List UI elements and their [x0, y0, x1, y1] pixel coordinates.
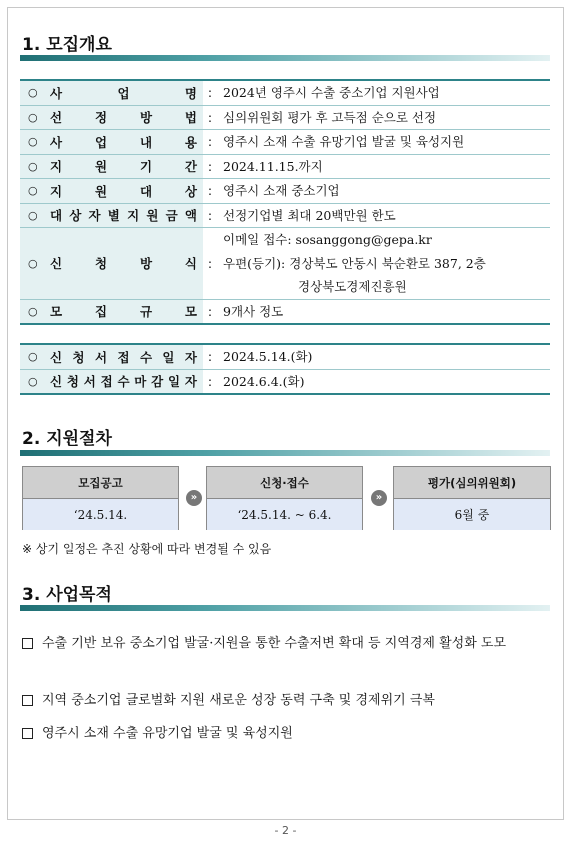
label-char: 상: [69, 208, 82, 224]
value-line: 심의위원회 평가 후 고득점 순으로 선정: [223, 109, 437, 125]
row-label: [20, 154, 203, 179]
colon: :: [207, 109, 213, 125]
label-char: 자: [88, 208, 101, 224]
label-text: [50, 157, 197, 175]
label-char: 방: [139, 110, 153, 126]
label-char: 기: [139, 159, 153, 175]
label-char: 원: [94, 183, 108, 199]
label-text: [50, 84, 197, 102]
label-char: 간: [184, 159, 197, 175]
procedure-flow: [22, 466, 551, 532]
label-text: [50, 348, 197, 366]
flow-step-application: [206, 466, 363, 530]
label-char: 신: [50, 256, 63, 272]
flow-step-date: ‘24.5.14. ~ 6.4.: [207, 499, 362, 530]
label-char: 금: [165, 208, 178, 224]
value-line: 2024.5.14.(화): [223, 349, 313, 364]
label-char: 모: [50, 304, 63, 320]
label-char: 마: [134, 374, 147, 390]
info-row: [20, 228, 550, 300]
label-char: 청: [94, 256, 108, 272]
label-char: 신: [50, 349, 63, 365]
info-row: [20, 179, 550, 204]
label-char: 액: [184, 208, 197, 224]
label-text: [50, 254, 197, 272]
label-char: 사: [50, 134, 63, 150]
section-title-purpose: 3. 사업목적: [22, 585, 112, 605]
label-text: [50, 206, 197, 224]
circle-bullet-icon: ○: [28, 374, 38, 388]
circle-bullet-icon: ○: [28, 208, 38, 222]
label-char: 용: [184, 134, 197, 150]
label-char: 지: [50, 159, 63, 175]
label-char: 집: [94, 304, 108, 320]
purpose-item: [22, 689, 552, 713]
colon: :: [207, 373, 213, 389]
row-label: [20, 203, 203, 228]
colon: :: [207, 349, 213, 365]
label-char: 선: [50, 110, 63, 126]
row-value: [217, 80, 550, 105]
label-char: 일: [162, 349, 175, 365]
row-value: [217, 203, 550, 228]
circle-bullet-icon: ○: [28, 135, 38, 149]
colon: :: [207, 255, 213, 271]
overview-table: [20, 79, 550, 325]
heading-rule: [20, 55, 550, 61]
row-label: [20, 228, 203, 300]
label-char: 서: [83, 374, 96, 390]
flow-step-evaluation: [393, 466, 551, 530]
label-char: 자: [184, 374, 197, 390]
circle-bullet-icon: ○: [28, 256, 38, 270]
row-label: [20, 179, 203, 204]
label-char: 사: [50, 85, 63, 101]
row-label: [20, 344, 203, 369]
flow-step-announcement: [22, 466, 179, 530]
purpose-text: 영주시 소재 수출 유망기업 발굴 및 육성지원: [42, 726, 293, 741]
label-char: 자: [184, 349, 197, 365]
double-chevron-right-icon: »: [186, 490, 202, 506]
label-char: 수: [117, 374, 130, 390]
label-char: 지: [50, 183, 63, 199]
row-value: [217, 344, 550, 369]
colon: :: [207, 158, 213, 174]
label-char: 내: [139, 134, 153, 150]
row-label: [20, 130, 203, 155]
label-text: [50, 133, 197, 151]
info-row: [20, 369, 550, 394]
label-text: [50, 108, 197, 126]
purpose-item: [22, 632, 552, 656]
label-char: 업: [94, 134, 108, 150]
flow-step-date: 6월 중: [394, 499, 550, 530]
label-char: 접: [117, 349, 130, 365]
label-char: 신: [50, 374, 63, 390]
label-char: 감: [151, 374, 164, 390]
label-text: [50, 302, 197, 320]
checkbox-icon: [22, 728, 33, 739]
row-label: [20, 105, 203, 130]
section-title-procedure: 2. 지원절차: [22, 429, 112, 449]
colon: :: [207, 85, 213, 101]
label-char: 지: [127, 208, 140, 224]
section-title-overview: 1. 모집개요: [22, 35, 112, 55]
flow-step-date: ‘24.5.14.: [23, 499, 178, 530]
dates-table: [20, 343, 550, 395]
purpose-text: 지역 중소기업 글로벌화 지원 새로운 성장 동력 구축 및 경제위기 극복: [42, 693, 435, 708]
row-value: [217, 154, 550, 179]
info-row: [20, 344, 550, 369]
info-row: [20, 203, 550, 228]
row-value: [217, 105, 550, 130]
label-char: 식: [184, 256, 197, 272]
info-row: [20, 105, 550, 130]
info-row: [20, 299, 550, 324]
label-char: 정: [94, 110, 108, 126]
row-value: [217, 130, 550, 155]
value-line: 경상북도경제진흥원: [298, 279, 407, 294]
checkbox-icon: [22, 695, 33, 706]
row-value: [217, 228, 550, 300]
label-char: 법: [184, 110, 197, 126]
label-char: 모: [184, 304, 197, 320]
circle-bullet-icon: ○: [28, 159, 38, 173]
purpose-text: 수출 기반 보유 중소기업 발굴·지원을 통한 수출저변 확대 등 지역경제 활성화 도모: [42, 636, 507, 651]
label-char: 명: [184, 85, 197, 101]
page-number: - 2 -: [274, 824, 297, 837]
label-char: 원: [146, 208, 159, 224]
value-line: 선정기업별 최대 20백만원 한도: [223, 207, 396, 223]
row-label: [20, 369, 203, 394]
info-row: [20, 154, 550, 179]
circle-bullet-icon: ○: [28, 350, 38, 364]
colon: :: [207, 207, 213, 223]
label-char: 업: [117, 85, 130, 101]
double-chevron-right-icon: »: [371, 490, 387, 506]
value-line: 9개사 정도: [223, 303, 284, 319]
info-row: [20, 80, 550, 105]
label-char: 청: [72, 349, 85, 365]
label-char: 수: [139, 349, 153, 365]
heading-rule: [20, 605, 550, 611]
row-value: [217, 299, 550, 324]
info-row: [20, 130, 550, 155]
value-line: 2024년 영주시 수출 중소기업 지원사업: [223, 85, 440, 100]
flow-step-title: 모집공고: [23, 467, 178, 499]
checkbox-icon: [22, 638, 33, 649]
value-line: 영주시 소재 중소기업: [223, 183, 340, 198]
value-line: 2024.11.15.까지: [223, 158, 323, 174]
value-line: 이메일 접수: sosanggong@gepa.kr: [223, 232, 432, 247]
circle-bullet-icon: ○: [28, 86, 38, 100]
label-char: 규: [139, 304, 153, 320]
schedule-note: ※ 상기 일정은 추진 상황에 따라 변경될 수 있음: [22, 542, 272, 556]
label-char: 대: [50, 208, 63, 224]
value-line: 우편(등기): 경상북도 안동시 북순환로 387, 2층: [223, 255, 486, 271]
row-value: [217, 179, 550, 204]
row-label: [20, 80, 203, 105]
flow-step-title: 신청·접수: [207, 467, 362, 499]
value-line: 영주시 소재 수출 유망기업 발굴 및 육성지원: [223, 134, 465, 149]
label-char: 방: [139, 256, 153, 272]
row-label: [20, 299, 203, 324]
colon: :: [207, 183, 213, 199]
colon: :: [207, 134, 213, 150]
label-char: 접: [100, 374, 113, 390]
value-line: 2024.6.4.(화): [223, 373, 305, 389]
circle-bullet-icon: ○: [28, 110, 38, 124]
label-char: 청: [66, 374, 79, 390]
colon: :: [207, 303, 213, 319]
label-char: 원: [94, 159, 108, 175]
label-char: 서: [94, 349, 108, 365]
heading-rule: [20, 450, 550, 456]
label-char: 일: [168, 374, 181, 390]
label-char: 대: [139, 183, 153, 199]
label-char: 상: [184, 183, 197, 199]
label-char: 별: [107, 208, 120, 224]
purpose-item: [22, 722, 552, 746]
label-text: [50, 372, 197, 390]
circle-bullet-icon: ○: [28, 304, 38, 318]
label-text: [50, 182, 197, 200]
row-value: [217, 369, 550, 394]
flow-step-title: 평가(심의위원회): [394, 467, 550, 499]
circle-bullet-icon: ○: [28, 184, 38, 198]
